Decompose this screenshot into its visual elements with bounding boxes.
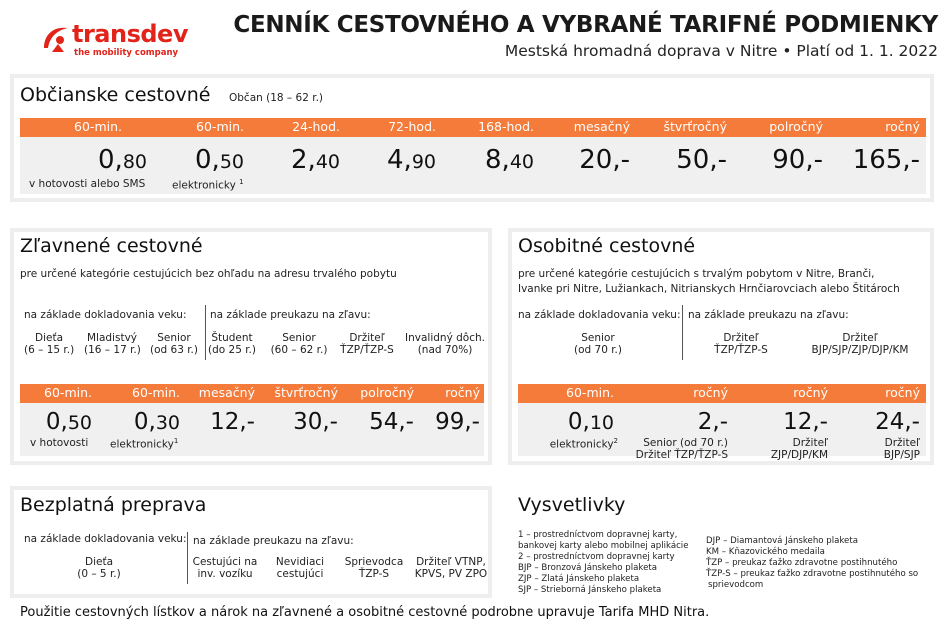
legend-item: sprievodcom (708, 580, 764, 590)
category: Sprievodca ŤZP-S (344, 556, 404, 580)
category: Cestujúci na inv. vozíku (192, 556, 258, 580)
transdev-figure-icon (38, 20, 74, 56)
zlavnene-group-card: na základe preukazu na zľavu: (210, 309, 371, 321)
legend-item: ŤZP-S – preukaz ťažko zdravotne postihnutého so (706, 569, 919, 579)
category: Študent (do 25 r.) (207, 332, 256, 356)
legend-item: KM – Kňazovického medaila (706, 547, 825, 557)
price-value: 12,- (210, 409, 255, 435)
category: Držiteľ VTNP, KPVS, PV ZPO (414, 556, 488, 580)
zlavnene-col-label: ročný (445, 385, 480, 400)
price-value: 54,- (369, 409, 414, 435)
obcianske-note-electronic: elektronicky $^1$ (172, 178, 244, 192)
legend-item: DJP – Diamantová Jánskeho plaketa (706, 536, 858, 546)
page-title: CENNÍK CESTOVNÉHO A VYBRANÉ TARIFNÉ PODMIENKY (233, 12, 938, 38)
zlavnene-col-label: polročný (360, 385, 414, 400)
osobitne-group-card: na základe preukazu na zľavu: (688, 309, 849, 321)
vysvetlivky-right (706, 536, 918, 591)
zlavnene-col-label: mesačný (198, 385, 255, 400)
obcianske-col-label: mesačný (573, 119, 630, 134)
legend-item: BJP – Bronzová Jánskeho plaketa (518, 563, 657, 573)
legend-item: bankovej karty alebo mobilnej aplikácie (518, 541, 689, 551)
vysvetlivky-title: Vysvetlivky (518, 494, 626, 516)
vysvetlivky-left (518, 530, 689, 596)
zlavnene-title: Zľavnené cestovné (20, 235, 203, 257)
obcianske-note: Občan (18 – 62 r.) (229, 92, 323, 104)
legend-item: 1 – prostredníctvom dopravnej karty, (518, 530, 678, 540)
obcianske-col-label: štvrťročný (663, 119, 727, 134)
footer-note: Použitie cestovných lístkov a nárok na zľavnené a osobitné cestovné podrobne upravuje Tarifa MHD Nitra. (20, 605, 710, 620)
price-value: 2,- (697, 409, 728, 435)
bezplatna-group-card: na základe preukazu na zľavu: (193, 535, 354, 547)
price-value: 165,- (852, 145, 920, 175)
category: Senior (od 70 r.) (573, 332, 622, 356)
osobitne-note: elektronicky$^2$ (549, 437, 618, 451)
osobitne-description-1: pre určené kategórie cestujúcich s trvalým pobytom v Nitre, Branči, (518, 268, 875, 280)
category: Nevidiaci cestujúci (275, 556, 325, 580)
obcianske-note-cash: v hotovosti alebo SMS (29, 178, 146, 190)
price-value: 4,90 (387, 145, 436, 175)
obcianske-col-label: 60-min. (196, 119, 244, 134)
brand-tagline: the mobility company (74, 48, 179, 58)
osobitne-title: Osobitné cestovné (518, 235, 696, 257)
bezplatna-title: Bezplatná preprava (20, 494, 207, 516)
osobitne-col-label: ročný (693, 385, 728, 400)
osobitne-col-label: 60-min. (566, 385, 614, 400)
osobitne-divider (682, 305, 683, 360)
category: Senior (od 63 r.) (149, 332, 198, 356)
zlavnene-group-age: na základe dokladovania veku: (24, 309, 187, 321)
price-value: 12,- (783, 409, 828, 435)
category: Držiteľ ŤZP/ŤZP-S (340, 332, 394, 356)
obcianske-col-label: 72-hod. (388, 119, 436, 134)
price-value: 30,- (293, 409, 338, 435)
category: Držiteľ ŤZP/ŤZP-S (714, 332, 768, 356)
category: Senior (60 – 62 r.) (270, 332, 328, 356)
zlavnene-col-label: štvrťročný (274, 385, 338, 400)
price-value: 50,- (676, 145, 727, 175)
price-value: 0,80 (98, 145, 147, 175)
category: Invalidný dôch. (nad 70%) (405, 332, 485, 356)
osobitne-group-age: na základe dokladovania veku: (518, 309, 681, 321)
price-value: 0,10 (567, 409, 614, 435)
legend-item: ŤZP – preukaz ťažko zdravotne postihnutého (706, 558, 898, 568)
price-value: 24,- (875, 409, 920, 435)
price-value: 2,40 (291, 145, 340, 175)
brand-name: transdev (72, 20, 188, 48)
osobitne-col-label: ročný (885, 385, 920, 400)
page-subtitle: Mestská hromadná doprava v Nitre • Platí od 1. 1. 2022 (504, 42, 938, 60)
obcianske-col-label: polročný (769, 119, 823, 134)
price-value: 0,50 (195, 145, 244, 175)
obcianske-col-label: 168-hod. (478, 119, 534, 134)
category: Držiteľ BJP/SJP/ZJP/DJP/KM (811, 332, 909, 356)
price-value: 99,- (435, 409, 480, 435)
category: Dieťa (6 – 15 r.) (24, 332, 75, 356)
zlavnene-description: pre určené kategórie cestujúcich bez ohľadu na adresu trvalého pobytu (20, 268, 397, 280)
osobitne-col-label: ročný (793, 385, 828, 400)
category: Dieťa (0 – 5 r.) (77, 556, 121, 580)
transdev-logo (38, 16, 188, 60)
obcianske-col-label: 60-min. (74, 119, 122, 134)
obcianske-col-label: 24-hod. (292, 119, 340, 134)
obcianske-col-label: ročný (885, 119, 920, 134)
osobitne-note: Držiteľ BJP/SJP (883, 437, 920, 461)
obcianske-title: Občianske cestovné (20, 84, 211, 106)
zlavnene-col-label: 60-min. (44, 385, 92, 400)
price-value: 90,- (772, 145, 823, 175)
zlavnene-note-electronic: elektronicky$^1$ (110, 437, 179, 451)
osobitne-description-2: Ivanke pri Nitre, Lužiankach, Nitrianskych Hrnčiarovciach alebo Štitároch (518, 283, 900, 295)
legend-item: 2 – prostredníctvom dopravnej karty (518, 552, 675, 562)
price-value: 20,- (579, 145, 630, 175)
zlavnene-note-cash: v hotovosti (30, 437, 89, 449)
price-value: 0,30 (133, 409, 180, 435)
osobitne-note: Držiteľ ZJP/DJP/KM (770, 437, 828, 461)
osobitne-note: Senior (od 70 r.) Držiteľ ŤZP/ŤZP-S (635, 437, 728, 461)
price-value: 8,40 (485, 145, 534, 175)
legend-item: ZJP – Zlatá Jánskeho plaketa (518, 574, 640, 584)
category: Mladistvý (16 – 17 r.) (84, 332, 141, 356)
price-value: 0,50 (45, 409, 92, 435)
bezplatna-divider (187, 532, 188, 584)
legend-item: SJP – Strieborná Jánskeho plaketa (518, 585, 662, 595)
bezplatna-group-age: na základe dokladovania veku: (24, 533, 187, 545)
zlavnene-col-label: 60-min. (132, 385, 180, 400)
